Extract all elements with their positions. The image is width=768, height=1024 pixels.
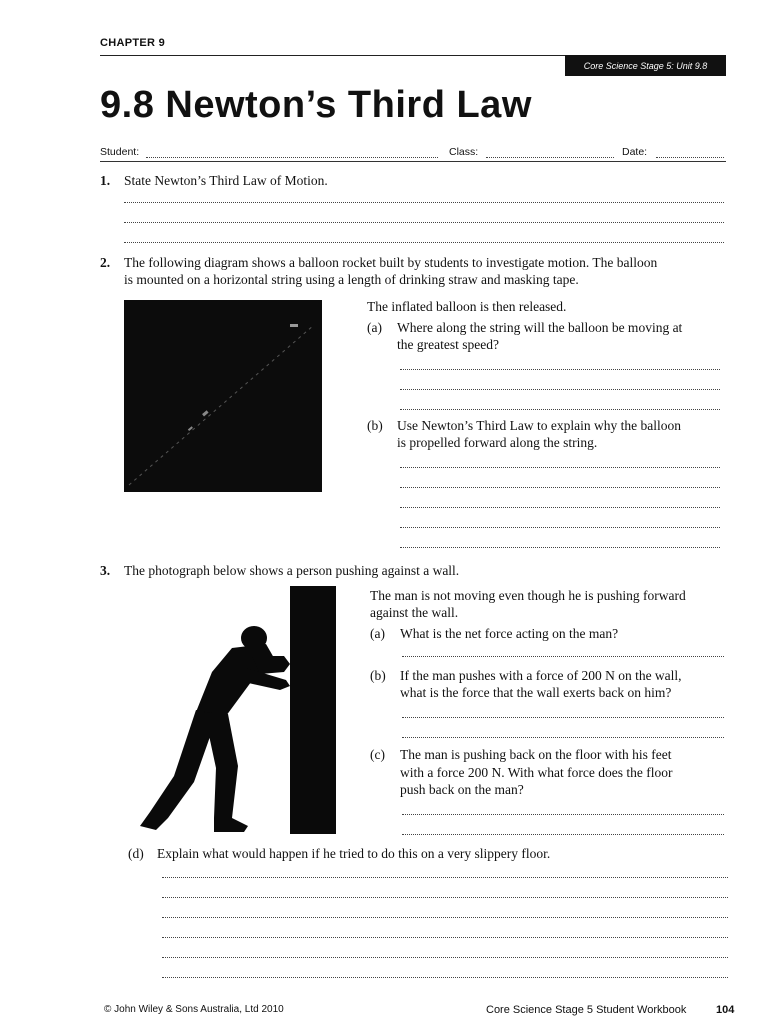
q2-b-line1: Use Newton’s Third Law to explain why the balloon [397, 418, 681, 433]
q3-d-label: (d) [128, 846, 144, 861]
man-pushing-wall-image [134, 586, 340, 834]
q3-number: 3. [100, 563, 111, 578]
q2-b-answer-line[interactable] [400, 506, 720, 508]
page-number: 104 [716, 1004, 735, 1016]
q3-d-answer-line[interactable] [162, 976, 728, 978]
q1-answer-line[interactable] [124, 241, 724, 243]
q3-b-label: (b) [370, 668, 386, 683]
q2-a-answer-line[interactable] [400, 388, 720, 390]
man-pushing-wall-photo [134, 586, 340, 834]
q2-b-answer-line[interactable] [400, 526, 720, 528]
q3-c-line3: push back on the man? [400, 782, 524, 797]
q2-a-answer-line[interactable] [400, 408, 720, 410]
q1-number: 1. [100, 173, 111, 188]
q3-d-answer-line[interactable] [162, 916, 728, 918]
footer-copyright: © John Wiley & Sons Australia, Ltd 2010 [104, 1004, 284, 1015]
balloon-rocket-photo [124, 300, 322, 492]
q2-b-answer-line[interactable] [400, 546, 720, 548]
q3-b-answer-line[interactable] [402, 716, 724, 718]
q3-b-line2: what is the force that the wall exerts back on him? [400, 685, 672, 700]
student-label: Student: [100, 146, 140, 158]
q2-b-answer-line[interactable] [400, 486, 720, 488]
q3-d-answer-line[interactable] [162, 896, 728, 898]
q3-intro-line2: against the wall. [370, 605, 459, 620]
date-field[interactable] [656, 156, 724, 158]
divider [100, 161, 726, 162]
q1-answer-line[interactable] [124, 221, 724, 223]
q3-c-answer-line[interactable] [402, 813, 724, 815]
q1-answer-line[interactable] [124, 201, 724, 203]
q2-a-line2: the greatest speed? [397, 337, 499, 352]
student-field[interactable] [146, 156, 438, 158]
date-label: Date: [622, 146, 648, 158]
q3-a-label: (a) [370, 626, 385, 641]
page-title: 9.8 Newton’s Third Law [100, 84, 532, 126]
q3-c-line1: The man is pushing back on the floor with his feet [400, 747, 672, 762]
q2-b-line2: is propelled forward along the string. [397, 435, 598, 450]
q3-d-text: Explain what would happen if he tried to do this on a very slippery floor. [157, 846, 551, 861]
q3-d-answer-line[interactable] [162, 876, 728, 878]
q3-a-answer-line[interactable] [402, 655, 724, 657]
q2-b-answer-line[interactable] [400, 466, 720, 468]
q2-b-label: (b) [367, 418, 383, 433]
q3-a-text: What is the net force acting on the man? [400, 626, 619, 641]
class-label: Class: [449, 146, 479, 158]
q3-intro-line1: The man is not moving even though he is pushing forward [370, 588, 686, 603]
q3-d-answer-line[interactable] [162, 956, 728, 958]
q3-b-line1: If the man pushes with a force of 200 N on the wall, [400, 668, 682, 683]
balloon-rocket-image [124, 300, 322, 492]
q3-c-line2: with a force 200 N. With what force does the floor [400, 765, 673, 780]
q2-a-line1: Where along the string will the balloon be moving at [397, 320, 683, 335]
class-field[interactable] [486, 156, 614, 158]
q2-a-label: (a) [367, 320, 382, 335]
q2-a-answer-line[interactable] [400, 368, 720, 370]
chapter-label: CHAPTER 9 [100, 37, 166, 49]
q2-text-line1: The following diagram shows a balloon rocket built by students to investigate motion. The balloon [124, 255, 658, 270]
unit-tab: Core Science Stage 5: Unit 9.8 [565, 55, 726, 76]
q3-d-answer-line[interactable] [162, 936, 728, 938]
q3-b-answer-line[interactable] [402, 736, 724, 738]
q1-text: State Newton’s Third Law of Motion. [124, 173, 328, 188]
q2-intro: The inflated balloon is then released. [367, 299, 567, 314]
q2-text-line2: is mounted on a horizontal string using a length of drinking straw and masking tape. [124, 272, 579, 287]
footer-book-title: Core Science Stage 5 Student Workbook [486, 1004, 687, 1016]
q3-text: The photograph below shows a person pushing against a wall. [124, 563, 460, 578]
q2-number: 2. [100, 255, 111, 270]
q3-c-answer-line[interactable] [402, 833, 724, 835]
q3-c-label: (c) [370, 747, 385, 762]
